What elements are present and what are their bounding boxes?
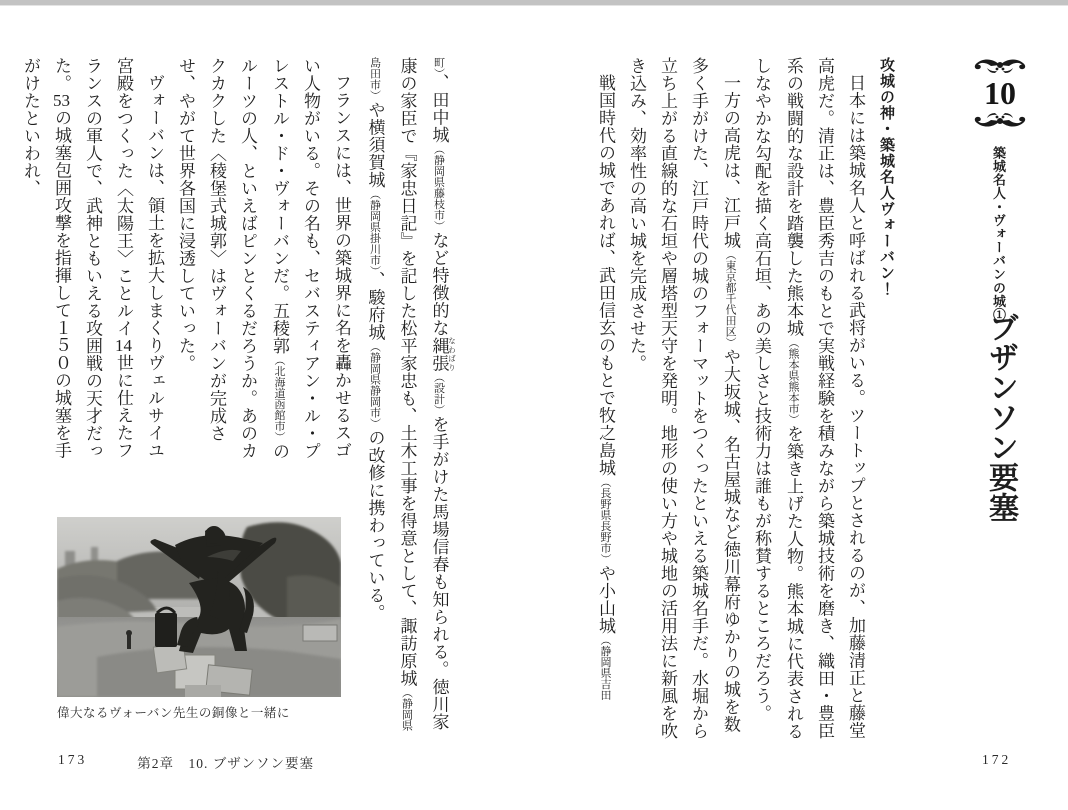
right-page-number: 172 xyxy=(982,752,1012,767)
paragraph: ヴォーバンは、領土を拡大しまくりヴェルサイユ宮殿をつくった〈太陽王〉ことルイ14世に仕えたフランスの軍人で、武神ともいえる攻囲戦の天才だった。53の城塞包囲攻撃を指揮して１５０の城塞を手がけたといわれ、 xyxy=(21,57,164,460)
chapter-kicker: 築城名人・ヴォーバンの城① xyxy=(991,146,1006,322)
chapter-badge xyxy=(952,54,1048,132)
right-page-body xyxy=(580,57,902,741)
flourish-icon-top xyxy=(969,56,1031,74)
page-title: ブザンソン要塞 xyxy=(984,312,1017,522)
paragraph: 一方の高虎は、江戸城（東京都千代田区）や大坂城、名古屋城など徳川幕府ゆかりの城を数多く手がけた、江戸時代の城のフォーマットをつくったといえる築城名手だ。水堀から立ち上がる直線的な石垣や層塔型天守を発明。地形の使い方や城地の活用法に新風を吹き込み、効率性の高い城を完成させた。 xyxy=(627,57,740,740)
section-heading: 攻城の神・築城名人ヴォーバン！ xyxy=(878,57,895,297)
paragraph: 日本には築城名人と呼ばれる武将がいる。ツートップとされるのが、加藤清正と藤堂高虎だ。清正は、豊臣秀吉のもとで実戦経験を積みながら築城技術を磨き、織田・豊臣系の戦闘的な設計を踏襲した熊本城（熊本県熊本市）を築き上げた人物。熊本城に代表されるしなやかな勾配を描く高石垣、あの美しさと技術力は誰もが称賛するところだろう。 xyxy=(752,57,865,740)
photo-caption: 偉大なるヴォーバン先生の銅像と一緒に xyxy=(57,706,290,720)
chapter-number: 10 xyxy=(984,75,1016,111)
paragraph: 戦国時代の城であれば、武田信玄のもとで牧之島城（長野県長野市）や小山城（静岡県吉田 xyxy=(596,74,615,701)
paragraph: フランスには、世界の築城界に名を轟かせるスゴい人物がいる。その名も、セバスティアン・ル・プレストル・ド・ヴォーバンだ。五稜郭（北海道函館市）のルーツの人、といえばピンとくるだろうか。あのカクカクした〈稜堡式城郭〉はヴォーバンが完成させ、やがて世界各国に浸透していった。 xyxy=(176,57,351,460)
left-page-body-upper xyxy=(360,57,456,741)
left-page-number: 173 xyxy=(58,752,88,767)
running-title: 第2章 10. ブザンソン要塞 xyxy=(137,756,314,771)
paragraph: 町）、田中城（静岡県藤枝市）など特徴的な縄張 なわばり（設計）を手がけた馬場信春も知られる。徳川家康の家臣で『家忠日記』を記した松平家忠も、土木工事を得意として、諏訪原城（静岡県島田市）や横須賀城（静岡県掛川市）、駿府城（静岡県静岡市）の改修に携わっている。 xyxy=(365,57,457,731)
left-page-body-lower xyxy=(21,57,357,471)
left-page-footer xyxy=(58,752,314,772)
scan-edge xyxy=(0,0,1068,6)
vauban-statue-photo xyxy=(57,517,341,697)
flourish-icon-bottom xyxy=(969,112,1031,130)
